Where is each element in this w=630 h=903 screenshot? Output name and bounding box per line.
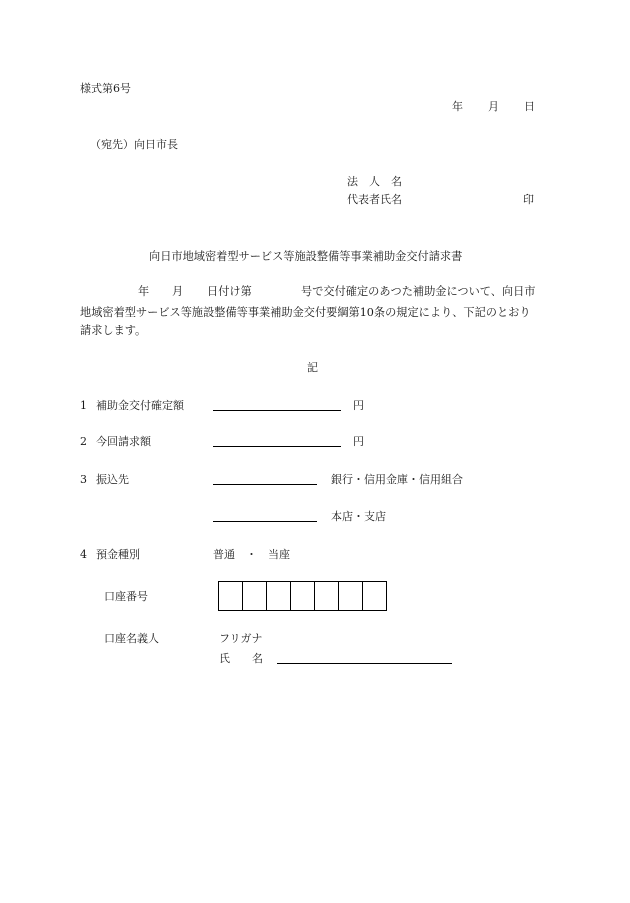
date-year-label: 年 xyxy=(452,100,463,113)
holder-name-label: 氏 名 xyxy=(219,652,263,665)
item1-number: 1 xyxy=(80,399,87,412)
item3-number: 3 xyxy=(80,473,87,486)
branch-types: 本店・支店 xyxy=(331,510,386,523)
account-digit-box[interactable] xyxy=(290,581,315,611)
branch-name-line[interactable] xyxy=(213,521,317,522)
account-digit-box[interactable] xyxy=(242,581,267,611)
body-line-3: 請求します。 xyxy=(80,324,147,337)
body-number-suffix: 号で交付確定のあつた補助金について、向日市 xyxy=(301,285,536,298)
item1-unit: 円 xyxy=(353,399,364,412)
ki-heading: 記 xyxy=(307,361,318,374)
item4-label: 預金種別 xyxy=(96,548,140,561)
body-line-2: 地域密着型サービス等施設整備等事業補助金交付要綱第10条の規定により、下記のとおり xyxy=(80,306,531,319)
deposit-type-options[interactable]: 普通 ・ 当座 xyxy=(213,548,290,561)
body-month: 月 xyxy=(172,285,184,298)
account-number-boxes xyxy=(218,581,387,611)
bank-types: 銀行・信用金庫・信用組合 xyxy=(331,473,463,486)
bank-name-line[interactable] xyxy=(213,484,317,485)
item1-amount-line[interactable] xyxy=(213,410,341,411)
account-digit-box[interactable] xyxy=(266,581,291,611)
addressee: （宛先）向日市長 xyxy=(90,138,178,151)
representative-name-label: 代表者氏名 xyxy=(347,193,402,206)
item2-amount-line[interactable] xyxy=(213,446,341,447)
item3-label: 振込先 xyxy=(96,473,129,486)
item4-number: 4 xyxy=(80,548,87,561)
item2-label: 今回請求額 xyxy=(96,435,151,448)
account-digit-box[interactable] xyxy=(362,581,387,611)
item2-number: 2 xyxy=(80,435,87,448)
item2-unit: 円 xyxy=(353,435,364,448)
body-year: 年 xyxy=(138,285,150,298)
holder-name-line[interactable] xyxy=(277,663,452,664)
document-title: 向日市地域密着型サービス等施設整備等事業補助金交付請求書 xyxy=(149,250,463,263)
corporation-name-label: 法 人 名 xyxy=(347,175,402,188)
body-date-suffix: 日付け第 xyxy=(207,285,252,298)
account-digit-box[interactable] xyxy=(314,581,339,611)
item1-label: 補助金交付確定額 xyxy=(96,399,184,412)
account-digit-box[interactable] xyxy=(218,581,243,611)
date-day-label: 日 xyxy=(524,100,535,113)
form-number: 様式第6号 xyxy=(80,82,131,95)
date-month-label: 月 xyxy=(488,100,499,113)
account-digit-box[interactable] xyxy=(338,581,363,611)
account-number-label: 口座番号 xyxy=(104,590,148,603)
furigana-label: フリガナ xyxy=(219,632,263,645)
seal-mark: 印 xyxy=(523,193,534,206)
account-holder-label: 口座名義人 xyxy=(104,632,159,645)
